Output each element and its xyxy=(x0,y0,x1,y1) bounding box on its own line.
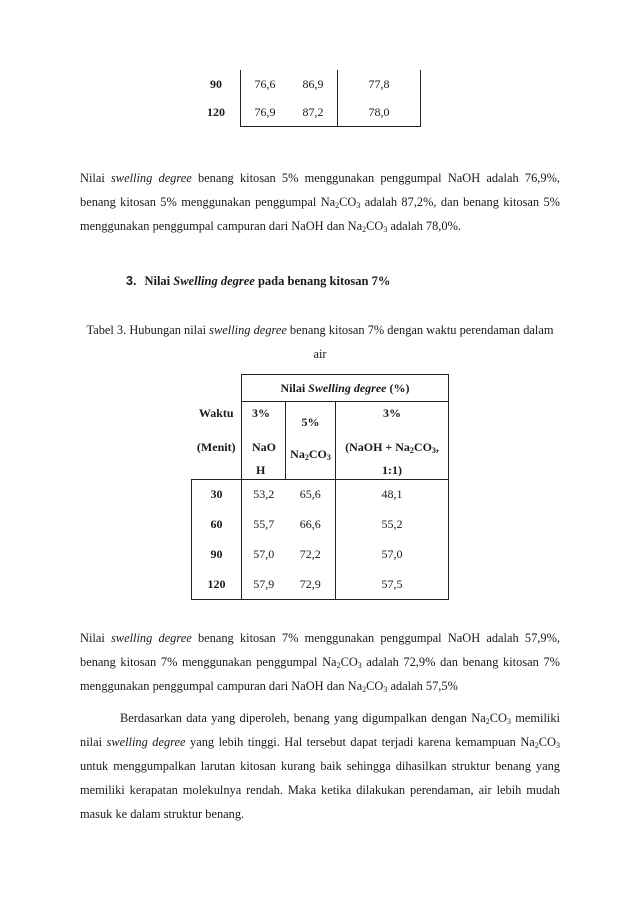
cell-na2co3: 72,9 xyxy=(286,570,336,600)
cell-na2co3: 87,2 xyxy=(289,98,338,127)
cell-campuran: 78,0 xyxy=(338,98,421,127)
cell-naoh: 57,9 xyxy=(242,570,286,600)
cell-na2co3: 65,6 xyxy=(286,480,336,510)
section-number: 3. xyxy=(126,274,137,288)
table-2-fragment xyxy=(192,70,421,127)
cell-naoh: 57,0 xyxy=(242,540,286,570)
paragraph-5-percent-summary: Nilai swelling degree benang kitosan 5% menggunakan penggumpal NaOH adalah 76,9%, benang kitosan 5% menggunakan penggumpal $Na_2CO_3$ adalah 87,2%, dan benang kitosan 5% menggunakan penggumpal campuran dari NaOH dan $Na_2CO_3$ adalah 78,0%. xyxy=(80,171,561,234)
cell-naoh: 76,9 xyxy=(241,98,290,127)
table-row xyxy=(192,570,449,600)
cell-naoh: 55,7 xyxy=(242,510,286,540)
cell-campuran: 77,8 xyxy=(338,70,421,98)
cell-waktu: 90 xyxy=(192,540,242,570)
cell-naoh: 53,2 xyxy=(242,480,286,510)
cell-waktu: 30 xyxy=(192,480,242,510)
table-row xyxy=(192,540,449,570)
table-row xyxy=(192,70,421,98)
table-row xyxy=(192,480,449,510)
table-row xyxy=(192,510,449,540)
paragraph-7-percent-summary: Nilai swelling degree benang kitosan 7% menggunakan penggumpal NaOH adalah 57,9%, benang kitosan 7% menggunakan penggumpal $Na_2CO_3$ adalah 72,9% dan benang kitosan 7% menggunakan penggumpal campuran dari NaOH dan $Na_2CO_3$ adalah 57,5% xyxy=(80,631,561,694)
cell-campuran: 55,2 xyxy=(336,510,449,540)
cell-waktu: 90 xyxy=(210,76,222,91)
cell-naoh: 76,6 xyxy=(241,70,290,98)
table-caption: Tabel 3. Hubungan nilai swelling degree benang kitosan 7% dengan waktu perendaman dalam air xyxy=(86,323,554,361)
table-row xyxy=(192,98,421,127)
cell-campuran: 57,5 xyxy=(336,570,449,600)
header-5-na2co3: 5% $Na_2CO_3$ xyxy=(286,402,336,480)
cell-na2co3: 72,2 xyxy=(299,547,321,561)
cell-waktu: 120 xyxy=(207,104,225,119)
section-heading: 3. Nilai Swelling degree pada benang kitosan 7% xyxy=(126,274,391,288)
header-waktu: Waktu (Menit) xyxy=(196,405,236,454)
cell-na2co3: 86,9 xyxy=(302,76,324,91)
cell-campuran: 48,1 xyxy=(336,480,449,510)
cell-waktu: 60 xyxy=(192,510,242,540)
header-nilai-swelling-degree: Nilai Swelling degree (%) xyxy=(242,375,449,402)
paragraph-discussion: Berdasarkan data yang diperoleh, benang yang digumpalkan dengan $Na_2CO_3$ memiliki nilai swelling degree yang lebih tinggi. Hal tersebut dapat terjadi karena kemampuan $Na_2CO_3$ untuk menggumpalkan larutan kitosan kurang baik sehingga dihasilkan struktur benang yang memiliki kerapatan molekulnya rendah. Maka ketika dilakukan perendaman, air lebih mudah masuk ke dalam struktur benang. xyxy=(80,711,560,821)
cell-na2co3: 66,6 xyxy=(299,517,321,531)
header-3-naoh: 3% NaO H xyxy=(242,402,286,480)
table-3 xyxy=(191,374,449,600)
header-3-campuran: 3% (NaOH + $Na_2CO_3$, 1:1) xyxy=(336,402,449,480)
cell-campuran: 57,0 xyxy=(336,540,449,570)
cell-waktu: 120 xyxy=(192,570,242,600)
